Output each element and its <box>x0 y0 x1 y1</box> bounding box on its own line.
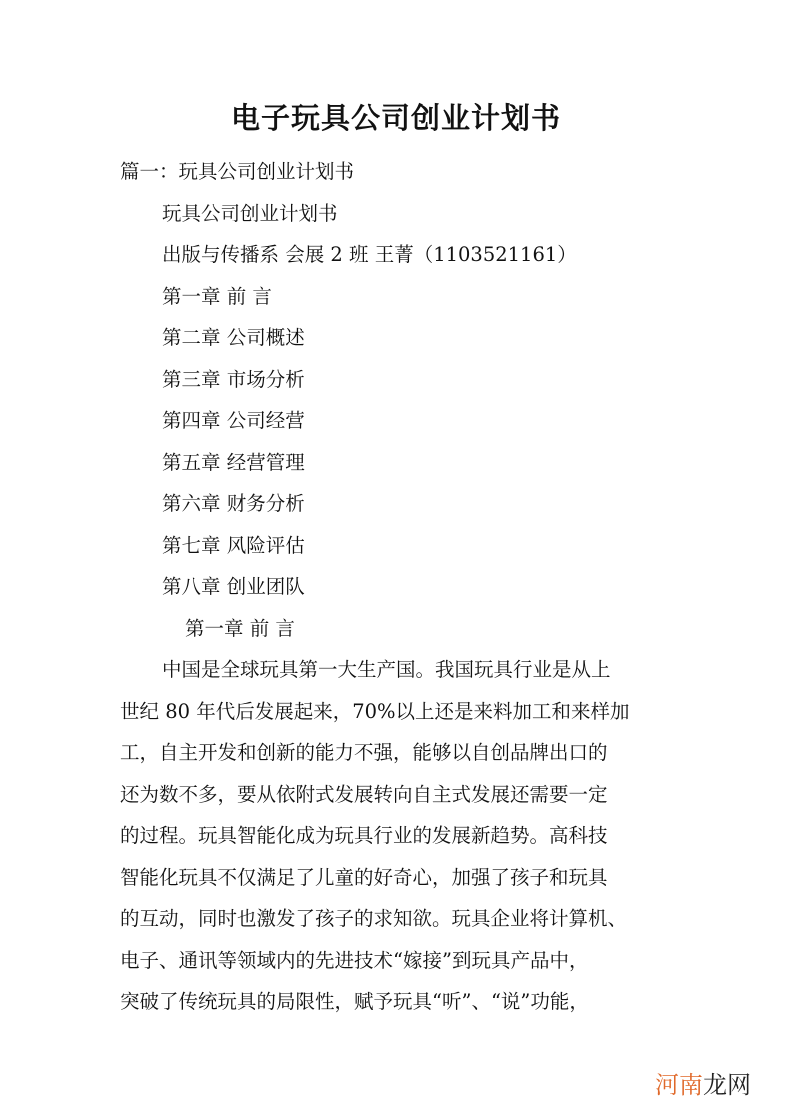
body-line: 的互动，同时也激发了孩子的求知欲。玩具企业将计算机、 <box>120 907 628 930</box>
watermark-part-2: 龙网 <box>703 1071 751 1099</box>
body-line: 的过程。玩具智能化成为玩具行业的发展新趋势。高科技 <box>120 824 608 847</box>
body-line: 突破了传统玩具的局限性，赋予玩具“听”、“说”功能， <box>120 990 589 1013</box>
toc-item: 第八章 创业团队 <box>162 575 305 598</box>
part-heading: 篇一：玩具公司创业计划书 <box>120 160 355 183</box>
toc-item: 第二章 公司概述 <box>162 326 305 349</box>
author-line: 出版与传播系 会展 2 班 王菁（1103521161） <box>162 243 577 266</box>
body-line: 智能化玩具不仅满足了儿童的好奇心，加强了孩子和玩具 <box>120 866 608 889</box>
document-title: 电子玩具公司创业计划书 <box>230 101 561 135</box>
subtitle: 玩具公司创业计划书 <box>162 202 338 225</box>
toc-item: 第一章 前 言 <box>162 285 272 308</box>
toc-item: 第五章 经营管理 <box>162 451 305 474</box>
toc-item: 第六章 财务分析 <box>162 492 305 515</box>
body-line: 还为数不多，要从依附式发展转向自主式发展还需要一定 <box>120 783 608 806</box>
watermark-part-1: 河南 <box>655 1071 703 1099</box>
section-heading: 第一章 前 言 <box>185 617 295 640</box>
body-line: 中国是全球玩具第一大生产国。我国玩具行业是从上 <box>162 658 611 681</box>
body-line: 电子、通讯等领域内的先进技术“嫁接”到玩具产品中， <box>120 949 589 972</box>
toc-item: 第三章 市场分析 <box>162 368 305 391</box>
site-watermark <box>655 1070 751 1100</box>
toc-item: 第七章 风险评估 <box>162 534 305 557</box>
body-line: 世纪 80 年代后发展起来，70%以上还是来料加工和来样加 <box>120 700 630 723</box>
toc-item: 第四章 公司经营 <box>162 409 305 432</box>
body-line: 工，自主开发和创新的能力不强，能够以自创品牌出口的 <box>120 741 608 764</box>
